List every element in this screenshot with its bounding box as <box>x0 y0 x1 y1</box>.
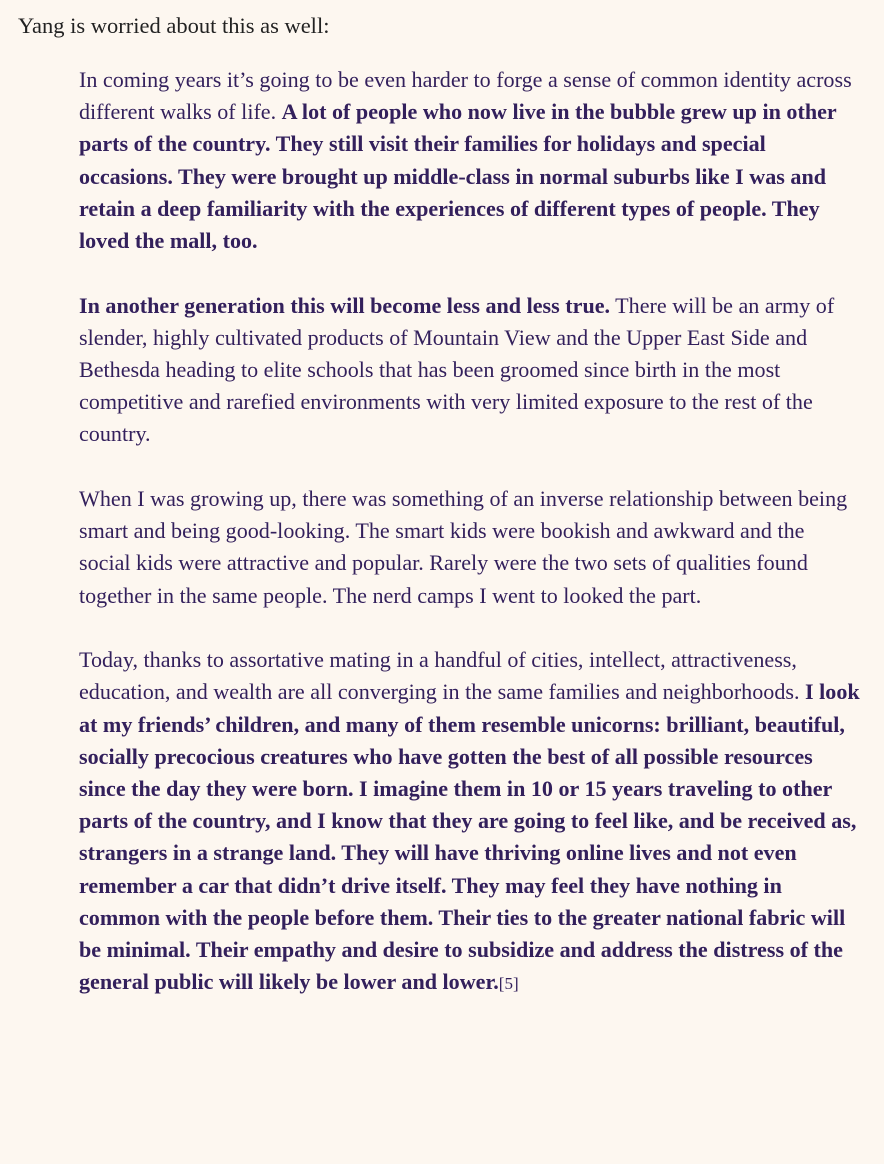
quote-paragraph-4 <box>79 644 861 1000</box>
block-quote <box>79 64 861 1000</box>
quote-bold-run: In another generation this will become less and less true. <box>79 292 611 318</box>
quote-text-run: There will be an army of slender, highly cultivated products of Mountain View and the Upper East Side and Bethesda heading to elite schools that has been groomed since birth in the most competitive and rarefied environments with very limited exposure to the rest of the country. <box>79 292 835 447</box>
quote-bold-run: I look at my friends’ children, and many of them resemble unicorns: brilliant, beautiful, socially precocious creatures who have gotten the best of all possible resources since the day they were born. I imagine them in 10 or 15 years traveling to other parts of the country, and I know that they are going to feel like, and be received as, strangers in a strange land. They will have thriving online lives and not even remember a car that didn’t drive itself. They may feel they have nothing in common with the people before them. Their ties to the greater national fabric will be minimal. Their empathy and desire to subsidize and address the distress of the general public will likely be lower and lower. <box>79 679 860 995</box>
quote-bold-run: A lot of people who now live in the bubble grew up in other parts of the country. They still visit their families for holidays and special occasions. They were brought up middle-class in normal suburbs like I was and retain a deep familiarity with the experiences of different types of people. They loved the mall, too. <box>79 99 837 254</box>
quote-paragraph-1 <box>79 64 861 257</box>
quote-text-run: When I was growing up, there was something of an inverse relationship between being smart and being good-looking. The smart kids were bookish and awkward and the social kids were attractive and popular. Rarely were the two sets of qualities found together in the same people. The nerd camps I went to looked the part. <box>79 486 848 608</box>
quote-paragraph-3 <box>79 483 861 612</box>
quote-paragraph-2 <box>79 290 861 451</box>
intro-sentence: Yang is worried about this as well: <box>18 13 330 38</box>
quote-text-run: Today, thanks to assortative mating in a handful of cities, intellect, attractiveness, education, and wealth are all converging in the same families and neighborhoods. <box>79 647 806 705</box>
quote-text-run: In coming years it’s going to be even harder to forge a sense of common identity across different walks of life. <box>79 67 852 125</box>
footnote-link[interactable]: [5] <box>498 974 519 994</box>
